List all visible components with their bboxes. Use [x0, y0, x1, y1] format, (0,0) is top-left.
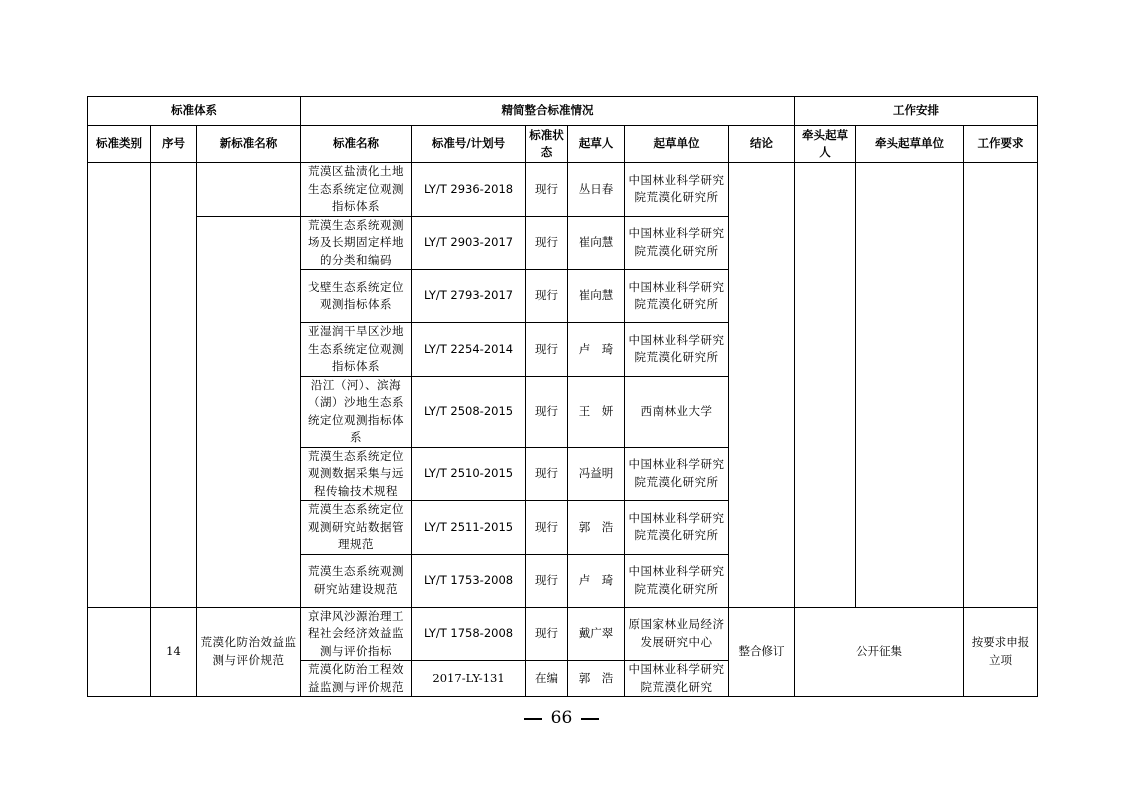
seq-cell: 14 — [151, 607, 197, 697]
std-no-cell: LY/T 2793-2017 — [412, 270, 526, 323]
std-no-cell: LY/T 2510-2015 — [412, 447, 526, 501]
seq-cell — [151, 163, 197, 608]
group-header-work: 工作安排 — [795, 97, 1038, 126]
dash-right — [581, 718, 599, 720]
drafter-cell: 卢 琦 — [568, 554, 625, 607]
status-cell: 现行 — [526, 323, 568, 377]
unit-cell: 中国林业科学研究院荒漠化研究所 — [625, 554, 729, 607]
std-no-cell: LY/T 2936-2018 — [412, 163, 526, 217]
lead-unit-cell — [856, 163, 964, 608]
unit-cell: 中国林业科学研究院荒漠化研究所 — [625, 163, 729, 217]
col-header-seq: 序号 — [151, 126, 197, 163]
table-row — [88, 607, 1038, 661]
std-name-cell: 京津风沙源治理工程社会经济效益监测与评价指标 — [301, 607, 412, 661]
std-name-cell: 荒漠生态系统观测研究站建设规范 — [301, 554, 412, 607]
status-cell: 现行 — [526, 501, 568, 555]
new-name-cell: 荒漠化防治效益监测与评价规范 — [197, 607, 301, 697]
category-cell — [88, 607, 151, 697]
col-header-unit: 起草单位 — [625, 126, 729, 163]
table-row — [88, 163, 1038, 217]
std-name-cell: 荒漠生态系统定位观测研究站数据管理规范 — [301, 501, 412, 555]
col-header-status: 标准状态 — [526, 126, 568, 163]
col-header-category: 标准类别 — [88, 126, 151, 163]
unit-cell: 中国林业科学研究院荒漠化研究所 — [625, 216, 729, 270]
std-name-cell: 戈壁生态系统定位观测指标体系 — [301, 270, 412, 323]
unit-cell: 中国林业科学研究院荒漠化研究所 — [625, 323, 729, 377]
drafter-cell: 郭 浩 — [568, 661, 625, 697]
drafter-cell: 郭 浩 — [568, 501, 625, 555]
status-cell: 现行 — [526, 554, 568, 607]
std-name-cell: 亚湿润干旱区沙地生态系统定位观测指标体系 — [301, 323, 412, 377]
std-name-cell: 沿江（河）、滨海（湖）沙地生态系统定位观测指标体系 — [301, 376, 412, 447]
group-header-system: 标准体系 — [88, 97, 301, 126]
unit-cell: 中国林业科学研究院荒漠化研究所 — [625, 447, 729, 501]
requirement-cell: 按要求申报立项 — [964, 607, 1038, 697]
col-header-lead-drafter: 牵头起草人 — [795, 126, 856, 163]
std-no-cell: LY/T 2254-2014 — [412, 323, 526, 377]
std-no-cell: LY/T 2508-2015 — [412, 376, 526, 447]
unit-cell: 中国林业科学研究院荒漠化研究 — [625, 661, 729, 697]
col-header-std-name: 标准名称 — [301, 126, 412, 163]
new-name-cell — [197, 216, 301, 607]
page-number — [0, 708, 1123, 728]
drafter-cell: 崔向慧 — [568, 270, 625, 323]
status-cell: 在编 — [526, 661, 568, 697]
unit-cell: 中国林业科学研究院荒漠化研究所 — [625, 270, 729, 323]
std-name-cell: 荒漠生态系统定位观测数据采集与远程传输技术规程 — [301, 447, 412, 501]
drafter-cell: 冯益明 — [568, 447, 625, 501]
std-name-cell: 荒漠化防治工程效益监测与评价规范 — [301, 661, 412, 697]
category-cell — [88, 163, 151, 608]
status-cell: 现行 — [526, 376, 568, 447]
conclusion-cell: 整合修订 — [729, 607, 795, 697]
col-header-requirement: 工作要求 — [964, 126, 1038, 163]
lead-drafter-cell — [795, 163, 856, 608]
standards-table — [87, 96, 1038, 697]
unit-cell: 西南林业大学 — [625, 376, 729, 447]
conclusion-cell — [729, 163, 795, 608]
col-header-new-name: 新标准名称 — [197, 126, 301, 163]
unit-cell: 原国家林业局经济发展研究中心 — [625, 607, 729, 661]
drafter-cell: 丛日春 — [568, 163, 625, 217]
drafter-cell: 卢 琦 — [568, 323, 625, 377]
status-cell: 现行 — [526, 447, 568, 501]
std-no-cell: 2017-LY-131 — [412, 661, 526, 697]
status-cell: 现行 — [526, 607, 568, 661]
status-cell: 现行 — [526, 163, 568, 217]
col-header-drafter: 起草人 — [568, 126, 625, 163]
drafter-cell: 王 妍 — [568, 376, 625, 447]
col-header-std-no: 标准号/计划号 — [412, 126, 526, 163]
col-header-conclusion: 结论 — [729, 126, 795, 163]
dash-left — [524, 718, 542, 720]
std-name-cell: 荒漠生态系统观测场及长期固定样地的分类和编码 — [301, 216, 412, 270]
status-cell: 现行 — [526, 216, 568, 270]
col-header-lead-unit: 牵头起草单位 — [856, 126, 964, 163]
std-no-cell: LY/T 1758-2008 — [412, 607, 526, 661]
drafter-cell: 戴广翠 — [568, 607, 625, 661]
new-name-cell — [197, 163, 301, 217]
requirement-cell — [964, 163, 1038, 608]
page-number-text: 66 — [550, 708, 573, 728]
lead-cell: 公开征集 — [795, 607, 964, 697]
std-no-cell: LY/T 1753-2008 — [412, 554, 526, 607]
group-header-integration: 精简整合标准情况 — [301, 97, 795, 126]
status-cell: 现行 — [526, 270, 568, 323]
std-name-cell: 荒漠区盐渍化土地生态系统定位观测指标体系 — [301, 163, 412, 217]
std-no-cell: LY/T 2903-2017 — [412, 216, 526, 270]
unit-cell: 中国林业科学研究院荒漠化研究所 — [625, 501, 729, 555]
column-header-row — [88, 126, 1038, 163]
drafter-cell: 崔向慧 — [568, 216, 625, 270]
group-header-row — [88, 97, 1038, 126]
std-no-cell: LY/T 2511-2015 — [412, 501, 526, 555]
